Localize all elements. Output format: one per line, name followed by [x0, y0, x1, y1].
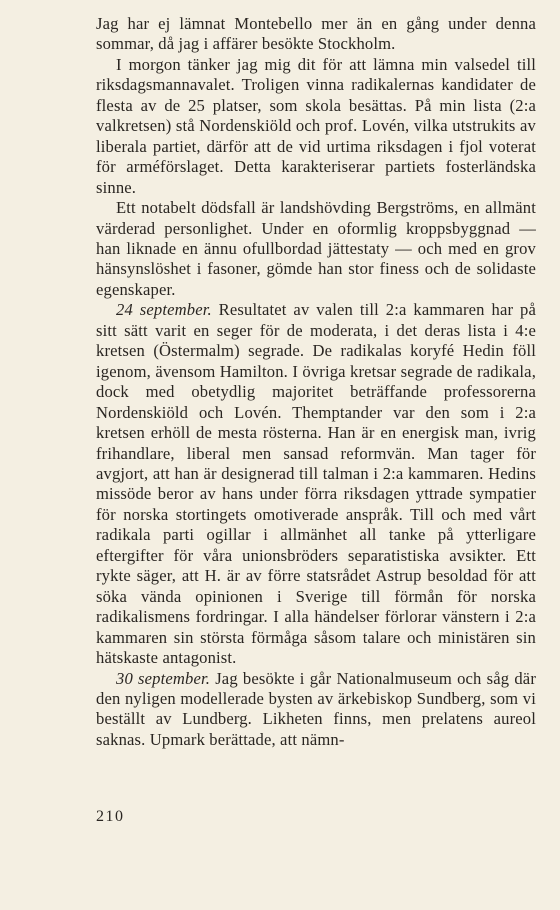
body-text [96, 14, 536, 750]
diary-entry-30-september [96, 669, 536, 751]
paragraph-bergstrom-death [96, 198, 536, 300]
paragraph-text: Jag har ej lämnat Montebello mer än en gång under denna sommar, då jag i affärer besökte Stockholm. [96, 14, 536, 54]
paragraph-election-ballot [96, 55, 536, 198]
paragraph-text: Ett notabelt dödsfall är landshövding Bergströms, en allmänt värderad personlighet. Under en oformlig kroppsbyggnad — han liknade en ännu ofullbordad jättestaty — och med en grov hänsynslöshet i fasoner, gömde han stor finess och de solidaste egenskaper. [96, 198, 536, 299]
paragraph-montebello [96, 14, 536, 55]
entry-date: 24 september. [116, 300, 212, 320]
diary-entry-24-september [96, 300, 536, 668]
page-number: 210 [96, 808, 125, 825]
paragraph-text: Resultatet av valen till 2:a kammaren har på sitt sätt varit en seger för de moderata, i det deras lista i 4:e kretsen (Östermalm) segrade. De radikalas koryfé Hedin föll igenom, ävensom Hamilton. I övriga kretsar segrade de radikala, dock med obetydlig majoritet beträffande professorerna Nordenskiöld och Lovén. Themptander var den som i 2:a kretsen erhöll de mesta rösterna. Han är en energisk man, ivrig frihandlare, liberal men sansad reformvän. Man tager för avgjort, att han är designerad till talman i 2:a kammaren. Hedins missöde beror av hans under förra riksdagen yttrade sympatier för norska stortingets omotiverade anspråk. Till och med vårt radikala parti ogillar i allmänhet all tanke på ytterligare eftergifter för våra unionsbröders separatistiska avsikter. Ett rykte säger, att H. är av förre statsrådet Astrup besoldad för att söka vända opinionen i Sverige till förmån för norska radikalismens fordringar. I alla händelser förlorar vänstern i 2:a kammaren sin största förmåga såsom talare och ministären sin hätskaste antagonist. [96, 300, 536, 668]
paragraph-text: I morgon tänker jag mig dit för att lämna min valsedel till riksdagsmannavalet. Troligen vinna radikalernas kandidater de flesta av de 25 platser, som skola besättas. På min lista (2:a valkretsen) stå Nordenskiöld och prof. Lovén, vilka utstrukits av liberala partiet, därför att de vid urtima riksdagen i fjol voterat för arméförslaget. Detta karakteriserar partiets fosterländska sinne. [96, 54, 536, 197]
paragraph-text: Jag besökte i går Nationalmuseum och såg där den nyligen modellerade bysten av ärkebiskop Sundberg, som vi beställt av Lundberg. Likheten finns, men prelatens aureol saknas. Upmark berättade, att nämn- [96, 668, 536, 749]
entry-date: 30 september. [116, 668, 211, 688]
